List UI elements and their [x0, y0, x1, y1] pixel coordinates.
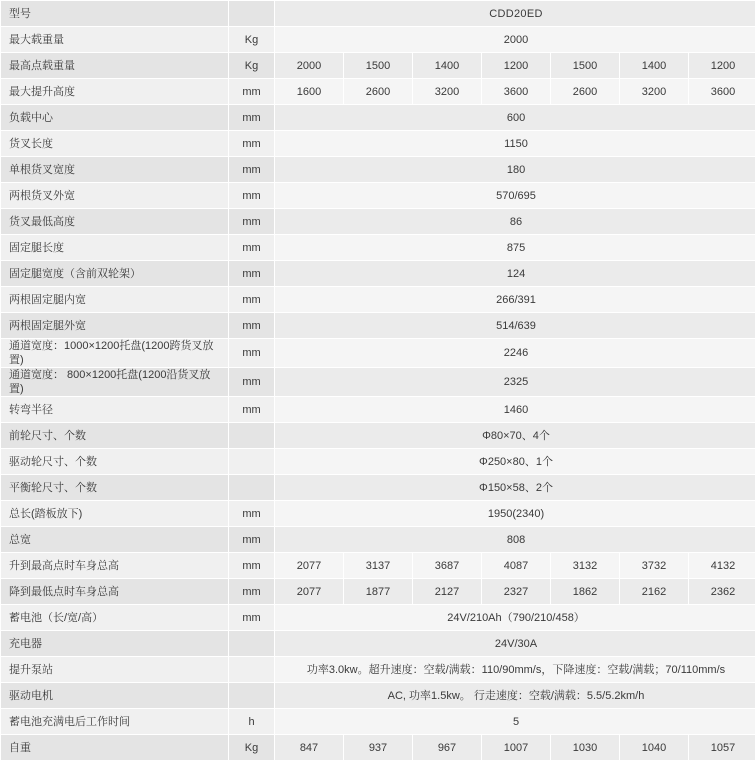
row-value: 3200 [413, 79, 482, 105]
row-unit: mm [229, 183, 275, 209]
row-unit: Kg [229, 53, 275, 79]
row-value: 2127 [413, 579, 482, 605]
table-row [1, 683, 755, 709]
row-label: 最大载重量 [1, 27, 229, 53]
row-value: 1030 [551, 735, 620, 761]
row-value: 967 [413, 735, 482, 761]
row-value: 2246 [275, 339, 755, 368]
row-value: 847 [275, 735, 344, 761]
row-value: 570/695 [275, 183, 755, 209]
table-row [1, 631, 755, 657]
row-label: 充电器 [1, 631, 229, 657]
row-label: 型号 [1, 1, 229, 27]
row-label: 降到最低点时车身总高 [1, 579, 229, 605]
table-row [1, 423, 755, 449]
table-row [1, 209, 755, 235]
row-unit: mm [229, 105, 275, 131]
row-label: 驱动电机 [1, 683, 229, 709]
row-label: 总宽 [1, 527, 229, 553]
table-row [1, 527, 755, 553]
row-unit: mm [229, 261, 275, 287]
row-unit: mm [229, 313, 275, 339]
table-row [1, 368, 755, 397]
table-row [1, 287, 755, 313]
row-value: 3600 [482, 79, 551, 105]
row-value: 2325 [275, 368, 755, 397]
row-label: 负载中心 [1, 105, 229, 131]
row-value: 3600 [689, 79, 755, 105]
row-label: 通道宽度：1000×1200托盘(1200跨货叉放置) [1, 339, 229, 368]
row-unit [229, 423, 275, 449]
table-row [1, 261, 755, 287]
row-unit: mm [229, 579, 275, 605]
table-row [1, 1, 755, 27]
row-value: 1877 [344, 579, 413, 605]
row-unit: mm [229, 209, 275, 235]
row-label: 货叉长度 [1, 131, 229, 157]
row-value: 808 [275, 527, 755, 553]
row-label: 升到最高点时车身总高 [1, 553, 229, 579]
row-value: 2327 [482, 579, 551, 605]
row-value: 1862 [551, 579, 620, 605]
row-unit: mm [229, 605, 275, 631]
table-row [1, 105, 755, 131]
row-value: 1400 [413, 53, 482, 79]
row-value: Φ80×70、4个 [275, 423, 755, 449]
row-label: 平衡轮尺寸、个数 [1, 475, 229, 501]
table-row [1, 475, 755, 501]
row-unit: mm [229, 501, 275, 527]
row-label: 最高点载重量 [1, 53, 229, 79]
row-value: 2162 [620, 579, 689, 605]
row-value: 1057 [689, 735, 755, 761]
row-value: 86 [275, 209, 755, 235]
row-label: 两根货叉外宽 [1, 183, 229, 209]
row-value: 2362 [689, 579, 755, 605]
row-label: 通道宽度： 800×1200托盘(1200沿货叉放置) [1, 368, 229, 397]
row-label: 提升泵站 [1, 657, 229, 683]
table-row [1, 313, 755, 339]
row-value: 1150 [275, 131, 755, 157]
row-unit: mm [229, 235, 275, 261]
row-label: 货叉最低高度 [1, 209, 229, 235]
table-row [1, 449, 755, 475]
row-value: 2000 [275, 27, 755, 53]
specification-table-body [1, 1, 755, 761]
row-value: 1500 [344, 53, 413, 79]
row-label: 两根固定腿内宽 [1, 287, 229, 313]
row-value: 1007 [482, 735, 551, 761]
table-row [1, 657, 755, 683]
row-label: 蓄电池（长/宽/高） [1, 605, 229, 631]
row-value: 1200 [689, 53, 755, 79]
row-value: 1500 [551, 53, 620, 79]
row-value: 2000 [275, 53, 344, 79]
row-value: 180 [275, 157, 755, 183]
table-row [1, 79, 755, 105]
row-value: 1040 [620, 735, 689, 761]
row-value: Φ150×58、2个 [275, 475, 755, 501]
row-unit [229, 657, 275, 683]
table-row [1, 605, 755, 631]
row-value: CDD20ED [275, 1, 755, 27]
row-value: 3132 [551, 553, 620, 579]
row-label: 总长(踏板放下) [1, 501, 229, 527]
row-value: 2077 [275, 553, 344, 579]
row-value: 1950(2340) [275, 501, 755, 527]
row-unit: mm [229, 527, 275, 553]
table-row [1, 709, 755, 735]
row-unit [229, 631, 275, 657]
row-label: 固定腿宽度（含前双轮架） [1, 261, 229, 287]
row-value: 1200 [482, 53, 551, 79]
row-label: 转弯半径 [1, 397, 229, 423]
row-value: 600 [275, 105, 755, 131]
row-unit [229, 449, 275, 475]
table-row [1, 27, 755, 53]
row-value: 3200 [620, 79, 689, 105]
row-unit: mm [229, 368, 275, 397]
row-value: 2600 [344, 79, 413, 105]
table-row [1, 183, 755, 209]
row-unit [229, 683, 275, 709]
row-value: 3687 [413, 553, 482, 579]
row-label: 单根货叉宽度 [1, 157, 229, 183]
row-unit: mm [229, 397, 275, 423]
row-label: 前轮尺寸、个数 [1, 423, 229, 449]
table-row [1, 397, 755, 423]
row-value: AC, 功率1.5kw。 行走速度：空载/满载：5.5/5.2km/h [275, 683, 755, 709]
row-unit: mm [229, 79, 275, 105]
row-unit: mm [229, 287, 275, 313]
table-row [1, 553, 755, 579]
table-row [1, 735, 755, 761]
row-value: 4087 [482, 553, 551, 579]
row-label: 蓄电池充满电后工作时间 [1, 709, 229, 735]
row-value: 266/391 [275, 287, 755, 313]
row-value: 2077 [275, 579, 344, 605]
row-value: 功率3.0kw。超升速度：空载/满载：110/90mm/s，下降速度：空载/满载；70/110mm/s [275, 657, 755, 683]
row-unit: Kg [229, 735, 275, 761]
row-label: 两根固定腿外宽 [1, 313, 229, 339]
row-label: 最大提升高度 [1, 79, 229, 105]
row-unit: Kg [229, 27, 275, 53]
row-value: 514/639 [275, 313, 755, 339]
row-value: 2600 [551, 79, 620, 105]
row-value: 1600 [275, 79, 344, 105]
row-unit [229, 1, 275, 27]
table-row [1, 339, 755, 368]
table-row [1, 501, 755, 527]
table-row [1, 131, 755, 157]
row-unit: mm [229, 339, 275, 368]
row-label: 自重 [1, 735, 229, 761]
table-row [1, 53, 755, 79]
row-value: 24V/210Ah（790/210/458） [275, 605, 755, 631]
row-unit: h [229, 709, 275, 735]
table-row [1, 157, 755, 183]
row-unit: mm [229, 157, 275, 183]
row-value: 5 [275, 709, 755, 735]
row-value: 1460 [275, 397, 755, 423]
row-value: 937 [344, 735, 413, 761]
row-unit: mm [229, 553, 275, 579]
row-value: 24V/30A [275, 631, 755, 657]
row-unit [229, 475, 275, 501]
row-value: 3732 [620, 553, 689, 579]
row-value: Φ250×80、1个 [275, 449, 755, 475]
row-unit: mm [229, 131, 275, 157]
table-row [1, 579, 755, 605]
row-label: 固定腿长度 [1, 235, 229, 261]
row-value: 1400 [620, 53, 689, 79]
table-row [1, 235, 755, 261]
row-value: 875 [275, 235, 755, 261]
row-value: 124 [275, 261, 755, 287]
row-value: 4132 [689, 553, 755, 579]
row-value: 3137 [344, 553, 413, 579]
row-label: 驱动轮尺寸、个数 [1, 449, 229, 475]
